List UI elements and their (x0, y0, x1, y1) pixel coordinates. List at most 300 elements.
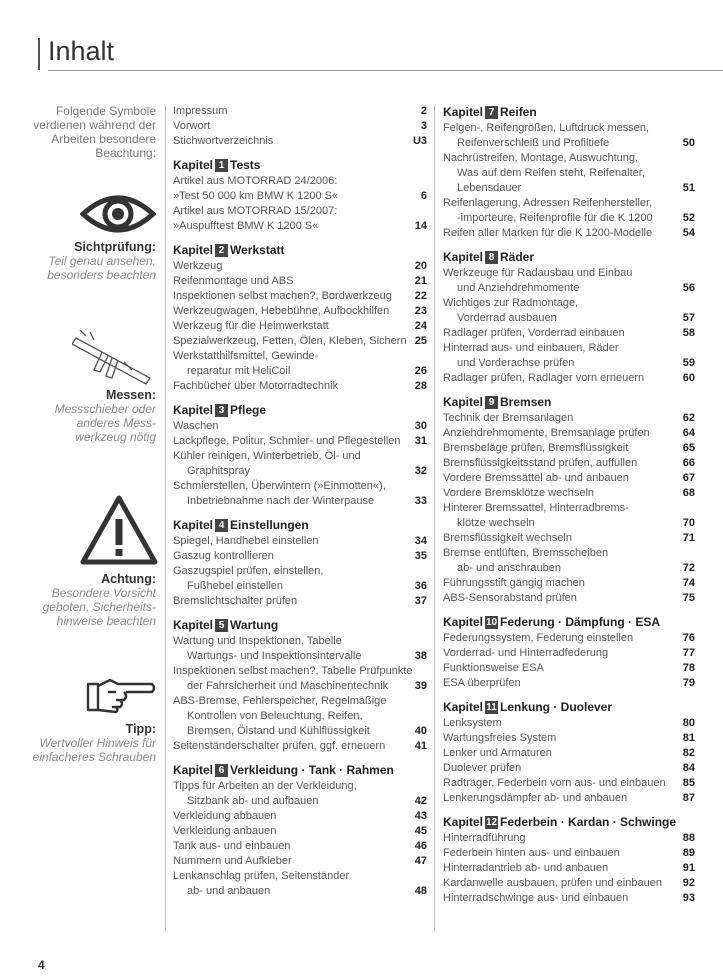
toc-entry-text: Impressum (173, 105, 228, 117)
toc-page-number: 67 (682, 472, 695, 484)
toc-entry-text: Hinterrad aus- und einbauen, Räder (443, 342, 619, 354)
chapter-heading[interactable] (443, 104, 695, 120)
toc-entry[interactable] (443, 471, 695, 486)
toc-entry-text: Hinterradschwinge aus- und einbauen (443, 892, 629, 904)
toc-entry[interactable] (443, 576, 695, 591)
toc-entry[interactable] (173, 419, 427, 434)
toc-entry[interactable] (443, 441, 695, 456)
toc-entry[interactable] (443, 486, 695, 501)
toc-entry[interactable] (173, 594, 427, 609)
toc-entry[interactable] (173, 869, 427, 884)
toc-page-number: 50 (682, 137, 695, 149)
toc-page-number: 20 (414, 260, 427, 272)
toc-page-number: 38 (414, 650, 427, 662)
toc-entry-text: Verkleidung anbauen (173, 825, 277, 837)
toc-entry-text: Spezialwerkzeug, Fetten, Ölen, Kleben, Sichern (173, 335, 407, 347)
chapter-title: Werkstatt (230, 243, 285, 257)
toc-entry[interactable] (443, 426, 695, 441)
chapter-word: Kapitel (173, 243, 214, 257)
toc-entry-text: Wichtiges zur Radmontage, (443, 297, 579, 309)
toc-entry[interactable] (173, 779, 427, 794)
toc-entry-text: Bremsen, Ölstand und Kühlflüssigkeit (187, 725, 370, 737)
toc-entry-text: ABS-Bremse, Fehlerspeicher, Regelmäßige (173, 695, 387, 707)
toc-entry-text: Radträger, Federbein vorn aus- und einbauen (443, 777, 666, 789)
toc-entry-text: Lenksystem (443, 717, 502, 729)
caliper-icon (72, 330, 156, 391)
legend-desc: Teil genau ansehen, besonders beachten (47, 254, 156, 282)
toc-entry-text: Gaszugspiel prüfen, einstellen, (173, 565, 324, 577)
toc-page-number: 48 (414, 885, 427, 897)
toc-entry[interactable] (443, 861, 695, 876)
toc-entry[interactable] (173, 564, 427, 579)
warning-icon (80, 495, 158, 570)
toc-entry[interactable] (173, 319, 427, 334)
toc-entry-text: und Vorderachse prüfen (457, 357, 575, 369)
toc-entry-text: Waschen (173, 420, 219, 432)
toc-page-number: 68 (682, 487, 695, 499)
toc-entry-text: ABS-Sensorabstand prüfen (443, 592, 577, 604)
toc-entry-text: Gaszug kontrollieren (173, 550, 274, 562)
toc-entry[interactable] (173, 724, 427, 739)
toc-page-number: 70 (682, 517, 695, 529)
toc-page-number: 41 (414, 740, 427, 752)
toc-entry-text: Schmierstellen, Überwintern (»Einmotten«), (173, 480, 386, 492)
toc-entry-text: Anziehdrehmomente, Bremsanlage prüfen (443, 427, 650, 439)
chapter-title: Federung · Dämpfung · ESA (500, 615, 661, 629)
toc-page-number: 31 (414, 435, 427, 447)
toc-page-number: 59 (682, 357, 695, 369)
toc-entry-text: Stichwortverzeichnis (173, 135, 274, 147)
toc-entry[interactable] (173, 649, 427, 664)
toc-entry[interactable] (173, 334, 427, 349)
legend-desc: Wertvoller Hinweis für einfacheres Schrauben (32, 736, 156, 764)
toc-page-number: 75 (682, 592, 695, 604)
toc-entry[interactable] (443, 791, 695, 806)
toc-entry-text: und Anziehdrehmomente (457, 282, 580, 294)
chapter-heading[interactable] (173, 617, 427, 633)
toc-entry[interactable] (173, 364, 427, 379)
toc-page-number: 65 (682, 442, 695, 454)
toc-entry[interactable] (173, 809, 427, 824)
toc-entry[interactable] (443, 746, 695, 761)
chapter-number-box: 6 (215, 764, 228, 777)
toc-entry-text: Bremsflüssigkeitsstand prüfen, auffüllen (443, 457, 638, 469)
toc-page-number: 87 (682, 792, 695, 804)
toc-entry-text: Lebensdauer (457, 182, 522, 194)
toc-entry-text: Seitenständerschalter prüfen, ggf. erneuern (173, 740, 386, 752)
toc-entry[interactable] (443, 561, 695, 576)
legend-label: Sichtprüfung: (74, 240, 156, 254)
toc-entry[interactable] (443, 181, 695, 196)
chapter-number-box: 12 (485, 817, 498, 828)
toc-entry-text: Vorderrad ausbauen (457, 312, 557, 324)
toc-entry[interactable] (173, 534, 427, 549)
chapter-heading[interactable] (173, 242, 427, 258)
toc-page-number: 91 (682, 862, 695, 874)
toc-entry-text: Kontrollen von Beleuchtung, Reifen, (187, 710, 363, 722)
toc-entry[interactable] (443, 776, 695, 791)
chapter-heading[interactable] (173, 157, 427, 173)
toc-entry[interactable] (443, 591, 695, 606)
legend-desc: Messschieber oder anderes Messwerkzeug nötig (54, 402, 156, 444)
toc-entry-text: der Fahrsicherheit und Maschinentechnik (187, 680, 389, 692)
toc-entry-text: ab- und anschrauben (457, 562, 561, 574)
toc-entry[interactable] (443, 281, 695, 296)
toc-entry-text: Werkstatthilfsmittel, Gewinde- (173, 350, 319, 362)
toc-entry[interactable] (443, 676, 695, 691)
chapter-number-box: 4 (215, 519, 228, 532)
legend-item-tipp (30, 722, 156, 764)
toc-page-number: 56 (682, 282, 695, 294)
toc-page-number: 62 (682, 412, 695, 424)
toc-page-number: 37 (414, 595, 427, 607)
toc-entry-text: Wartungs- und Inspektionsintervalle (187, 650, 362, 662)
chapter-word: Kapitel (173, 763, 214, 777)
chapter-heading[interactable] (173, 517, 427, 533)
toc-entry[interactable] (173, 289, 427, 304)
toc-entry-text: Vorwort (173, 120, 211, 132)
toc-entry[interactable] (173, 379, 427, 394)
toc-entry[interactable] (443, 456, 695, 471)
toc-page-number: 72 (682, 562, 695, 574)
toc-entry[interactable] (173, 839, 427, 854)
toc-entry[interactable] (173, 174, 427, 189)
toc-entry-text: Technik der Bremsanlagen (443, 412, 574, 424)
toc-page-number: 6 (420, 190, 427, 202)
toc-entry-text: Was auf dem Reifen steht, Reifenalter, (457, 167, 645, 179)
legend-intro-text: Folgende Symbole verdienen während der Arbeiten besondere Beachtung: (33, 104, 156, 160)
legend-intro (30, 104, 156, 160)
toc-entry[interactable] (173, 204, 427, 219)
toc-entry[interactable] (443, 341, 695, 356)
toc-entry-text: Werkzeugwagen, Hebebühne, Aufbockhilfen (173, 305, 390, 317)
toc-page-number: 89 (682, 847, 695, 859)
toc-entry[interactable] (173, 259, 427, 274)
chapter-word: Kapitel (443, 395, 484, 409)
toc-entry[interactable] (443, 761, 695, 776)
chapter-title: Räder (500, 250, 535, 264)
legend-item-messen (30, 388, 156, 444)
toc-page-number: 3 (420, 120, 427, 132)
chapter-word: Kapitel (173, 618, 214, 632)
toc-entry-text: Federbein hinten aus- und einbauen (443, 847, 620, 859)
toc-page-number: 39 (414, 680, 427, 692)
toc-page-number: 35 (414, 550, 427, 562)
toc-entry-text: Verkleidung abbauen (173, 810, 277, 822)
toc-page-number: 52 (682, 212, 695, 224)
toc-entry[interactable] (173, 104, 427, 119)
toc-page-number: 85 (682, 777, 695, 789)
toc-entry-text: Lenker und Armaturen (443, 747, 552, 759)
toc-entry-text: Funktionsweise ESA (443, 662, 544, 674)
toc-page-number: 88 (682, 832, 695, 844)
toc-entry-text: Werkzeug (173, 260, 223, 272)
toc-entry[interactable] (443, 311, 695, 326)
chapter-word: Kapitel (173, 158, 214, 172)
toc-entry[interactable] (173, 679, 427, 694)
toc-entry[interactable] (443, 211, 695, 226)
chapter-title: Lenkung · Duolever (500, 700, 613, 714)
toc-entry-text: Tipps für Arbeiten an der Verkleidung, (173, 780, 357, 792)
toc-entry-text: Bremse entlüften, Bremsscheiben (443, 547, 609, 559)
toc-entry-text: Nachrüstreifen, Montage, Auswuchtung, (443, 152, 639, 164)
toc-page-number: 51 (682, 182, 695, 194)
title-accent-bar (38, 38, 40, 70)
toc-entry-text: Artikel aus MOTORRAD 15/2007: (173, 205, 338, 217)
toc-page-number: 22 (414, 290, 427, 302)
toc-entry-text: reparatur mit HeliCoil (187, 365, 291, 377)
toc-entry-text: -importeure, Reifenprofile für die K 1200 (457, 212, 653, 224)
toc-page-number: 84 (682, 762, 695, 774)
toc-entry-text: »Test 50 000 km BMW K 1200 S« (173, 190, 339, 202)
title-underline (48, 70, 723, 71)
toc-entry-text: Vordere Bremsklötze wechseln (443, 487, 595, 499)
chapter-number-box: 2 (215, 244, 228, 257)
toc-page-number: 42 (414, 795, 427, 807)
toc-entry[interactable] (443, 516, 695, 531)
legend-label: Tipp: (125, 722, 156, 736)
chapter-title: Einstellungen (230, 518, 309, 532)
toc-entry[interactable] (443, 411, 695, 426)
toc-page-number: 74 (682, 577, 695, 589)
chapter-heading[interactable] (443, 249, 695, 265)
toc-page-number: 45 (414, 825, 427, 837)
toc-entry[interactable] (443, 166, 695, 181)
chapter-number-box: 5 (215, 619, 228, 632)
chapter-word: Kapitel (443, 815, 484, 829)
chapter-title: Pflege (230, 403, 267, 417)
chapter-word: Kapitel (443, 615, 484, 629)
toc-page-number: 25 (414, 335, 427, 347)
toc-page-number: U3 (412, 135, 427, 147)
toc-entry-text: Lackpflege, Politur, Schmier- und Pflegestellen (173, 435, 401, 447)
toc-entry-text: Sitzbank ab- und aufbauen (187, 795, 319, 807)
chapter-title: Verkleidung · Tank · Rahmen (230, 763, 394, 777)
toc-entry[interactable] (173, 274, 427, 289)
toc-page-number: 66 (682, 457, 695, 469)
chapter-word: Kapitel (443, 250, 484, 264)
toc-entry-text: Federungssystem, Federung einstellen (443, 632, 634, 644)
legend-label: Messen: (105, 388, 156, 402)
toc-entry[interactable] (173, 579, 427, 594)
toc-page-number: 23 (414, 305, 427, 317)
toc-entry-text: Graphitspray (187, 465, 250, 477)
toc-entry[interactable] (443, 876, 695, 891)
chapter-number-box: 9 (485, 396, 498, 409)
toc-entry[interactable] (173, 664, 427, 679)
toc-entry[interactable] (443, 731, 695, 746)
toc-entry[interactable] (173, 824, 427, 839)
toc-entry[interactable] (443, 646, 695, 661)
toc-entry[interactable] (443, 661, 695, 676)
toc-entry[interactable] (443, 326, 695, 341)
toc-page-number: 33 (414, 495, 427, 507)
toc-page-number: 40 (414, 725, 427, 737)
toc-entry[interactable] (173, 739, 427, 754)
chapter-heading[interactable] (173, 762, 427, 778)
chapter-number-box: 7 (485, 106, 498, 119)
chapter-word: Kapitel (443, 105, 484, 119)
chapter-title: Wartung (230, 618, 279, 632)
toc-entry-text: Wartungsfreies System (443, 732, 557, 744)
legend-item-achtung (30, 572, 156, 628)
toc-entry-text: Bremsbeläge prüfen, Bremsflüssigkeit (443, 442, 629, 454)
toc-entry-text: Reifenverschleiß und Profiltiefe (457, 137, 610, 149)
toc-page-number: 60 (682, 372, 695, 384)
toc-entry-text: Nummern und Aufkleber (173, 855, 292, 867)
chapter-word: Kapitel (173, 518, 214, 532)
toc-page-number: 77 (682, 647, 695, 659)
toc-entry[interactable] (173, 449, 427, 464)
toc-page-number: 64 (682, 427, 695, 439)
toc-entry-text: Fußhebel einstellen (187, 580, 284, 592)
toc-entry-text: Spiegel, Handhebel einstellen (173, 535, 319, 547)
toc-entry-text: Reifen aller Marken für die K 1200-Modelle (443, 227, 653, 239)
chapter-heading[interactable] (443, 699, 695, 715)
toc-entry-text: ESA überprüfen (443, 677, 521, 689)
toc-entry[interactable] (443, 151, 695, 166)
toc-entry[interactable] (443, 846, 695, 861)
chapter-number-box: 3 (215, 404, 228, 417)
toc-page-number: 14 (414, 220, 427, 232)
toc-entry-text: Duolever prüfen (443, 762, 522, 774)
chapter-heading[interactable] (443, 614, 695, 630)
toc-entry[interactable] (173, 119, 427, 134)
toc-entry-text: klötze wechseln (457, 517, 535, 529)
toc-entry[interactable] (173, 219, 427, 234)
toc-entry[interactable] (443, 371, 695, 386)
column-divider (434, 106, 435, 931)
toc-entry-text: Lenkerungsdämpfer ab- und anbauen (443, 792, 628, 804)
toc-entry-text: Kühler reinigen, Winterbetrieb, Öl- und (173, 450, 361, 462)
toc-entry[interactable] (443, 226, 695, 241)
toc-page-number: 81 (682, 732, 695, 744)
legend-item-sichtpruefung (30, 240, 156, 282)
toc-entry-text: Hinterradantrieb ab- und anbauen (443, 862, 609, 874)
toc-page-number: 30 (414, 420, 427, 432)
toc-entry-text: Vordere Bremssättel ab- und anbauen (443, 472, 629, 484)
toc-entry[interactable] (173, 709, 427, 724)
toc-entry[interactable] (173, 189, 427, 204)
chapter-number-box: 10 (485, 617, 498, 628)
chapter-heading[interactable] (443, 814, 695, 830)
toc-entry-text: Werkzeug für die Heimwerkstatt (173, 320, 329, 332)
toc-page-number: 34 (414, 535, 427, 547)
chapter-number-box: 11 (486, 702, 497, 713)
toc-entry[interactable] (173, 634, 427, 649)
toc-entry[interactable] (443, 501, 695, 516)
toc-entry-text: Lenkanschlag prüfen, Seitenständer (173, 870, 350, 882)
toc-entry-text: Fachbücher über Motorradtechnik (173, 380, 339, 392)
toc-entry-text: Kardanwelle ausbauen, prüfen und einbauen (443, 877, 662, 889)
chapter-title: Bremsen (500, 395, 552, 409)
toc-page-number: 21 (414, 275, 427, 287)
toc-page-number: 71 (682, 532, 695, 544)
chapter-title: Tests (230, 158, 261, 172)
toc-entry[interactable] (443, 831, 695, 846)
toc-entry[interactable] (443, 136, 695, 151)
toc-page-number: 54 (682, 227, 695, 239)
toc-page-number: 2 (420, 105, 427, 117)
toc-entry[interactable] (443, 531, 695, 546)
toc-entry-text: Bremsflüssigkeit wechseln (443, 532, 572, 544)
toc-entry[interactable] (173, 464, 427, 479)
toc-entry[interactable] (443, 121, 695, 136)
toc-entry[interactable] (443, 266, 695, 281)
toc-entry[interactable] (443, 891, 695, 906)
chapter-heading[interactable] (173, 402, 427, 418)
toc-page-number: 36 (414, 580, 427, 592)
toc-page-number: 57 (682, 312, 695, 324)
page-number: 4 (38, 958, 45, 972)
toc-page-number: 78 (682, 662, 695, 674)
chapter-title: Federbein · Kardan · Schwinge (500, 815, 677, 829)
chapter-number-box: 1 (215, 159, 228, 172)
eye-icon (80, 190, 156, 243)
toc-entry-text: Wartung und Inspektionen, Tabelle (173, 635, 342, 647)
toc-page-number: 46 (414, 840, 427, 852)
toc-column-left (173, 104, 427, 899)
legend-desc: Besondere Vorsicht geboten, Sicherheitshinweise beachten (42, 586, 156, 628)
toc-page-number: 32 (414, 465, 427, 477)
toc-entry-text: Radlager prüfen, Radlager vorn erneuern (443, 372, 645, 384)
column-divider (165, 106, 166, 931)
toc-entry[interactable] (173, 494, 427, 509)
toc-entry[interactable] (443, 546, 695, 561)
toc-entry[interactable] (443, 296, 695, 311)
toc-entry-text: Hinterer Bremssattel, Hinterradbrems- (443, 502, 629, 514)
toc-entry-text: »Auspufftest BMW K 1200 S« (173, 220, 319, 232)
toc-entry[interactable] (443, 631, 695, 646)
toc-page-number: 76 (682, 632, 695, 644)
toc-entry[interactable] (443, 196, 695, 211)
toc-entry[interactable] (173, 304, 427, 319)
chapter-heading[interactable] (443, 394, 695, 410)
toc-entry-text: Vorderrad- und Hinterradfederung (443, 647, 609, 659)
toc-entry-text: Inspektionen selbst machen?, Bordwerkzeug (173, 290, 392, 302)
toc-entry[interactable] (443, 716, 695, 731)
toc-entry[interactable] (173, 434, 427, 449)
toc-entry-text: Felgen-, Reifengrößen, Luftdruck messen, (443, 122, 650, 134)
toc-page-number: 47 (414, 855, 427, 867)
toc-page-number: 82 (682, 747, 695, 759)
toc-entry[interactable] (173, 549, 427, 564)
toc-entry-text: Reifenmontage und ABS (173, 275, 294, 287)
toc-entry-text: Artikel aus MOTORRAD 24/2006: (173, 175, 338, 187)
chapter-title: Reifen (500, 105, 537, 119)
toc-entry[interactable] (173, 884, 427, 899)
toc-entry-text: Werkzeuge für Radausbau und Einbau (443, 267, 633, 279)
toc-entry[interactable] (173, 349, 427, 364)
toc-entry-text: Inspektionen selbst machen?, Tabelle Prüfpunkte (173, 665, 413, 677)
toc-page-number: 93 (682, 892, 695, 904)
toc-entry[interactable] (443, 356, 695, 371)
toc-entry[interactable] (173, 794, 427, 809)
toc-entry-text: Radlager prüfen, Vorderrad einbauen (443, 327, 625, 339)
legend-label: Achtung: (101, 572, 156, 586)
toc-entry-text: Reifenlagerung, Adressen Reifenhersteller, (443, 197, 653, 209)
toc-entry[interactable] (173, 694, 427, 709)
toc-entry-text: Tank aus- und einbauen (173, 840, 291, 852)
toc-entry[interactable] (173, 134, 427, 149)
toc-page-number: 26 (414, 365, 427, 377)
toc-page-number: 58 (682, 327, 695, 339)
toc-entry[interactable] (173, 854, 427, 869)
toc-entry[interactable] (173, 479, 427, 494)
chapter-number-box: 8 (485, 251, 498, 264)
toc-entry-text: Führungsstift gängig machen (443, 577, 585, 589)
toc-entry-text: Bremslichtschalter prüfen (173, 595, 298, 607)
